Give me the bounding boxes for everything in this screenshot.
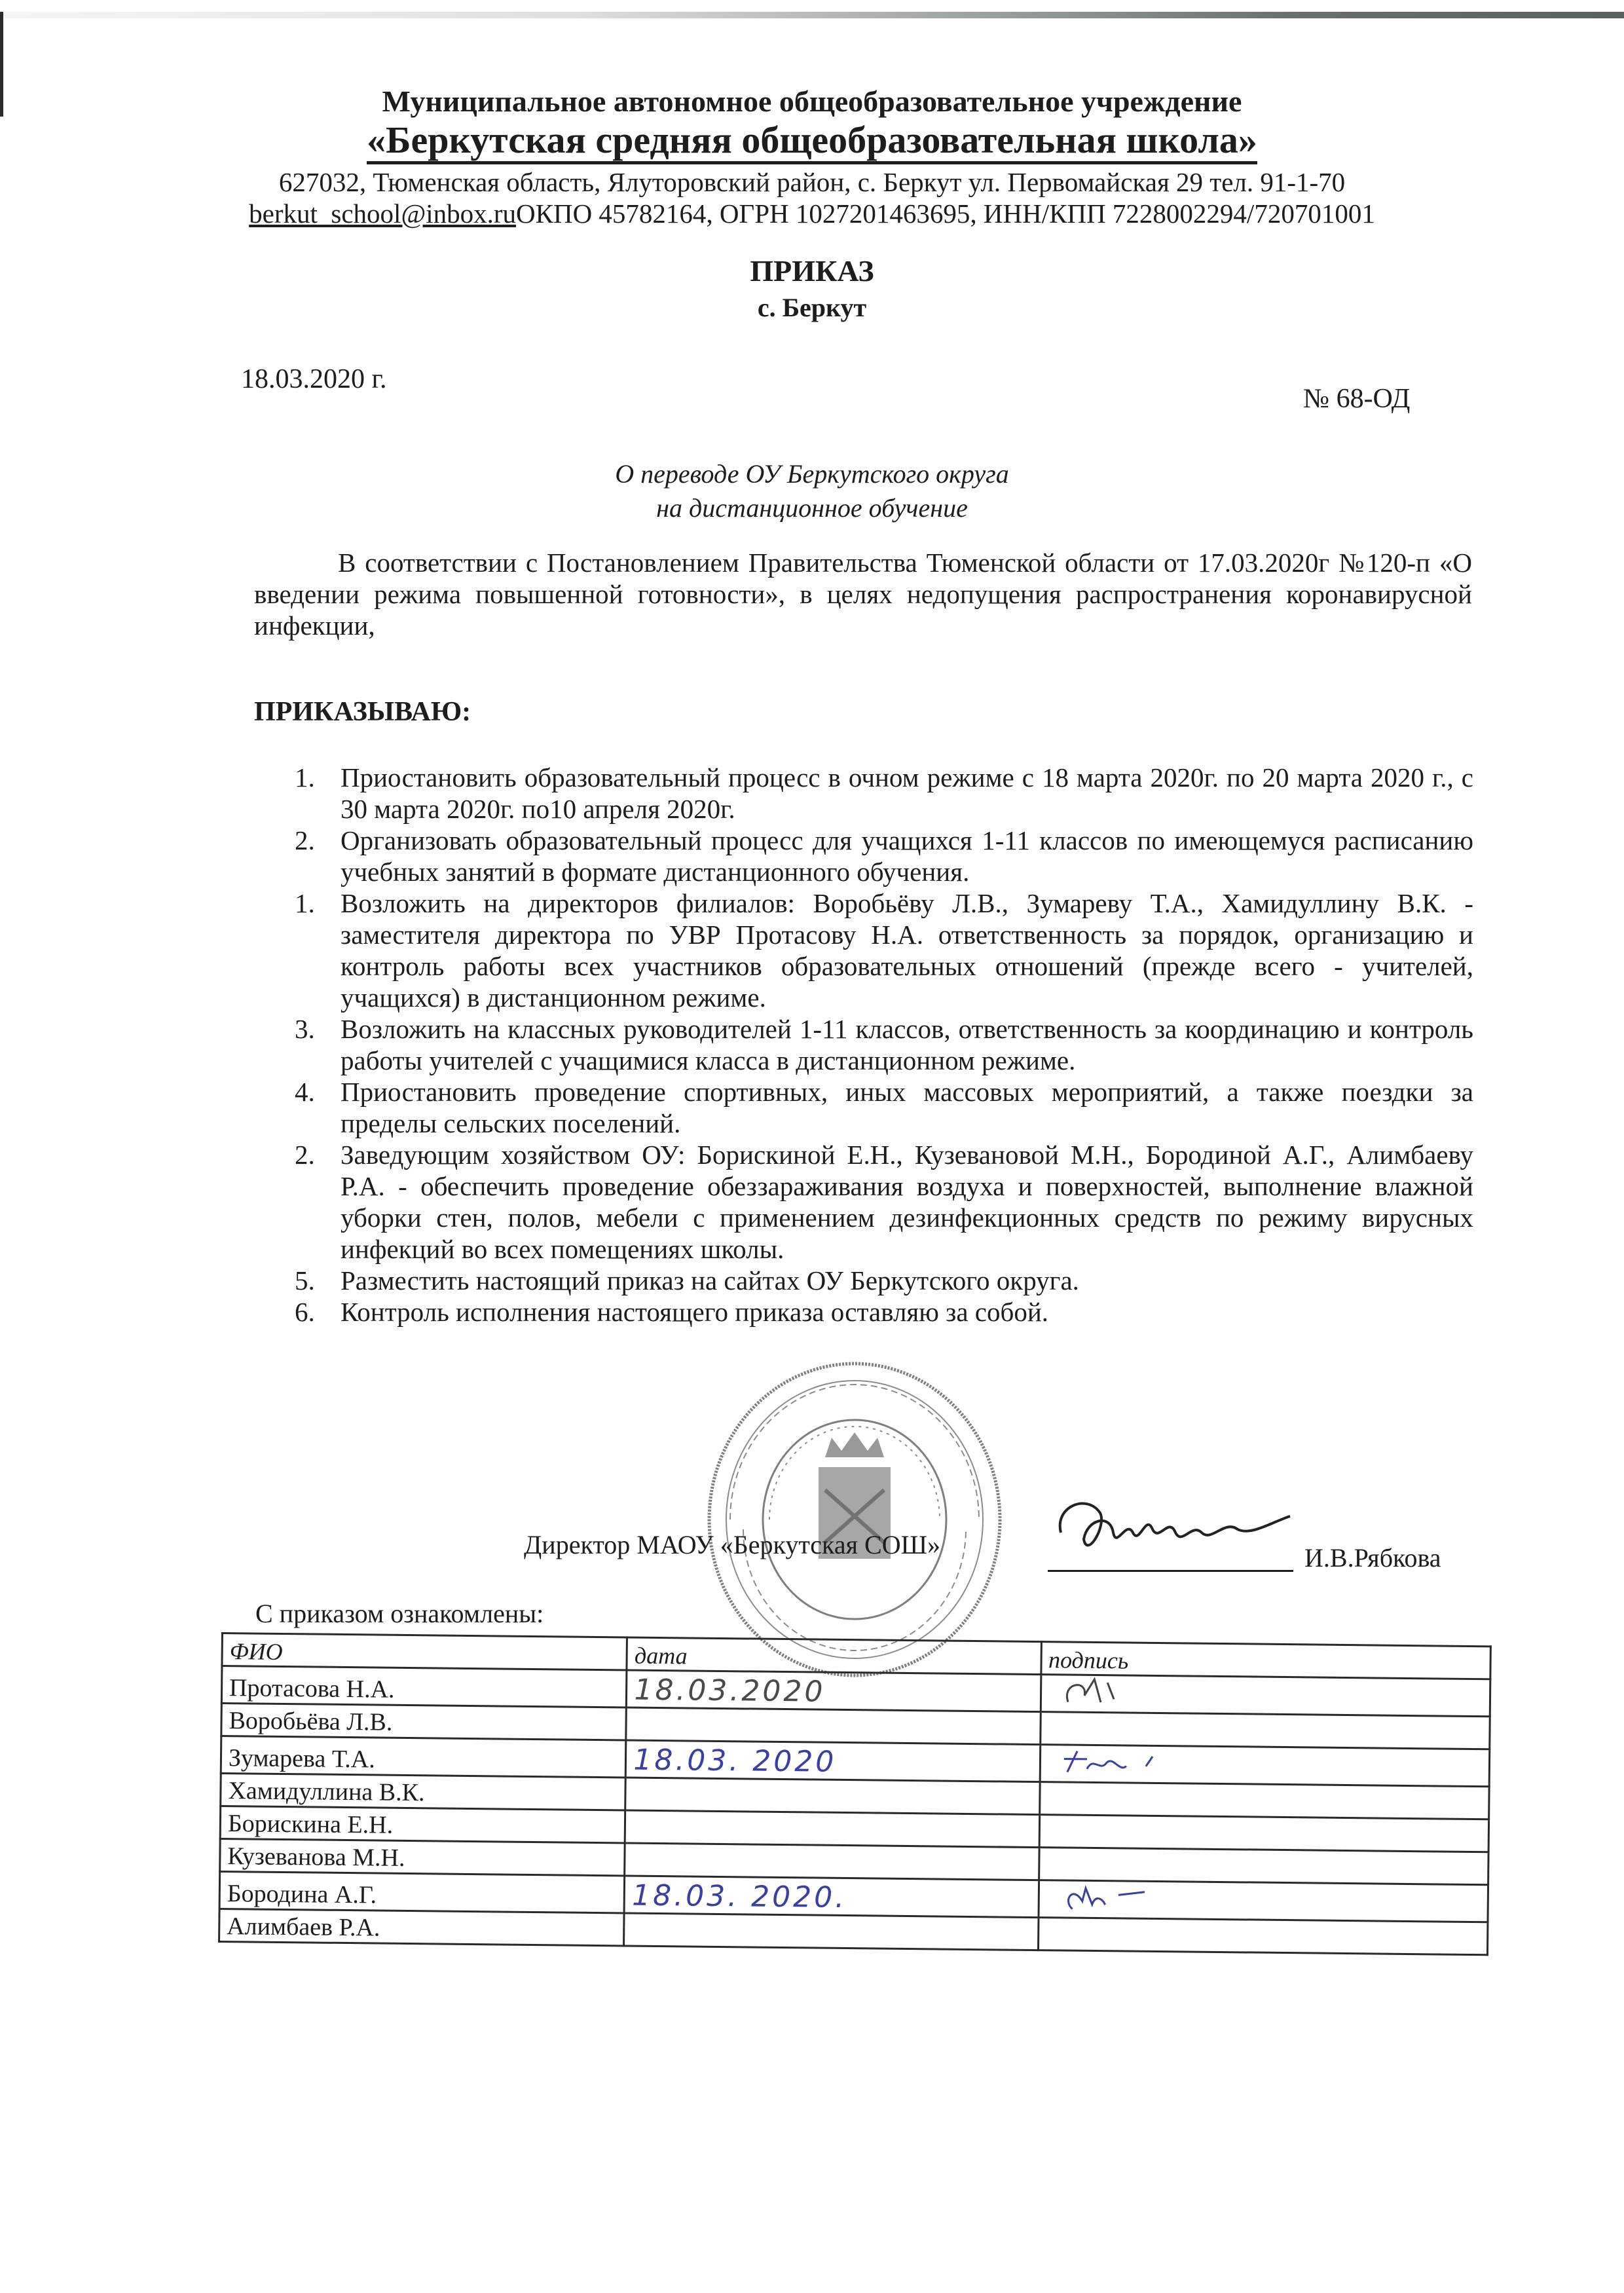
doc-number: № 68-ОД: [1303, 384, 1411, 414]
cell-name: Хамидуллина В.К.: [221, 1774, 626, 1810]
column-header-signature: подпись: [1041, 1642, 1490, 1679]
item-number: 2.: [295, 825, 315, 855]
cell-signature: [1039, 1815, 1489, 1852]
org-type: Муниципальное автономное общеобразовательное учреждение: [382, 84, 1242, 118]
acquaintance-table: [218, 1632, 1492, 1956]
cell-name: Зумарева Т.А.: [221, 1736, 626, 1778]
cell-signature: [1039, 1782, 1489, 1819]
order-item: [295, 1265, 1473, 1296]
cell-name: Борискина Е.Н.: [220, 1806, 625, 1843]
org-name: [0, 118, 1624, 162]
order-item: [295, 1013, 1473, 1076]
email-link[interactable]: berkut_school@inbox.ru: [249, 198, 516, 229]
item-text: Контроль исполнения настоящего приказа оставляю за собой.: [341, 1297, 1049, 1327]
doc-subject-line-1: О переводе ОУ Беркутского округа: [615, 459, 1009, 489]
org-address: 627032, Тюменская область, Ялуторовский район, с. Беркут ул. Первомайская 29 тел. 91-1-70: [278, 167, 1346, 197]
scan-edge: [0, 12, 1624, 18]
signer-name: И.В.Рябкова: [1304, 1543, 1441, 1573]
acquaintance-label: С приказом ознакомлены:: [255, 1599, 544, 1628]
item-number: 1.: [295, 762, 315, 792]
intro-paragraph: В соответствии с Постановлением Правительства Тюменской области от 17.03.2020г №120-п «О введении режима повышенной готовности», в целях недопущения распространения коронавирусной инфекции,: [254, 548, 1472, 641]
cell-signature: [1041, 1675, 1490, 1717]
cell-date: 18.03.2020: [627, 1670, 1041, 1712]
item-number: 6.: [295, 1297, 315, 1327]
cell-name: Протасова Н.А.: [221, 1666, 627, 1707]
cell-date: [625, 1778, 1040, 1815]
doc-date: 18.03.2020 г.: [241, 364, 387, 394]
item-number: 5.: [295, 1265, 315, 1296]
item-number: 4.: [295, 1077, 315, 1107]
order-item: [295, 1076, 1473, 1139]
order-item: [295, 1296, 1473, 1328]
cell-signature: [1040, 1712, 1490, 1749]
signature-line: [1048, 1570, 1293, 1572]
item-number: 3.: [295, 1014, 315, 1044]
item-text: Разместить настоящий приказ на сайтах ОУ Беркутского округа.: [341, 1265, 1079, 1296]
item-text: Приостановить образовательный процесс в очном режиме с 18 марта 2020г. по 20 марта 2020 г., с 30 марта 2020г. по10 апреля 2020г.: [341, 762, 1473, 824]
cell-date: 18.03. 2020: [626, 1740, 1041, 1782]
cell-date: [625, 1843, 1039, 1880]
column-header-name: ФИО: [222, 1633, 627, 1670]
handwritten-initials: [1046, 1881, 1216, 1912]
cell-date: [626, 1707, 1041, 1745]
order-item: [295, 1139, 1473, 1265]
order-item: [295, 762, 1473, 825]
doc-title: ПРИКАЗ: [750, 254, 874, 288]
org-name-text: «Беркутская средняя общеобразовательная школа»: [367, 119, 1257, 164]
cell-date: [624, 1913, 1039, 1950]
cell-date: 18.03. 2020.: [624, 1876, 1039, 1918]
item-text: Возложить на классных руководителей 1-11 классов, ответственность за координацию и контроль работы учителей с учащимися класса в дистанционном режиме.: [341, 1014, 1473, 1075]
item-text: Организовать образовательный процесс для учащихся 1-11 классов по имеющемуся расписанию учебных занятий в формате дистанционного обучения.: [341, 825, 1473, 887]
handwritten-initials: [1047, 1745, 1217, 1776]
cell-name: Кузеванова М.Н.: [220, 1838, 625, 1875]
official-seal-stamp: [704, 1359, 1005, 1680]
order-item: [295, 825, 1473, 887]
signer-position: Директор МАОУ «Беркутская СОШ»: [524, 1530, 940, 1559]
cell-name: Воробьёва Л.В.: [221, 1704, 627, 1740]
cell-name: Алимбаев Р.А.: [219, 1909, 625, 1945]
order-items: [295, 762, 1473, 1328]
doc-subject-line-2: на дистанционное обучение: [656, 493, 968, 523]
order-heading: ПРИКАЗЫВАЮ:: [254, 697, 471, 727]
cell-signature: [1039, 1848, 1488, 1885]
org-requisites: [0, 198, 1624, 229]
item-text: Приостановить проведение спортивных, иных массовых мероприятий, а также поездки за пределы сельских поселений.: [341, 1077, 1473, 1138]
item-text: Возложить на директоров филиалов: Воробьёву Л.В., Зумареву Т.А., Хамидуллину В.К. - заместителя директора по УВР Протасову Н.А. ответственность за порядок, организацию и контроль работы всех участников образовательных отношений (прежде всего - учителей, учащихся) в дистанционном режиме.: [341, 888, 1473, 1013]
cell-signature: [1040, 1745, 1490, 1787]
item-number: 2.: [295, 1140, 315, 1170]
cell-name: Бородина А.Г.: [219, 1871, 625, 1912]
order-item: [295, 887, 1473, 1013]
requisites-text: ОКПО 45782164, ОГРН 1027201463695, ИНН/КПП 7228002294/720701001: [516, 198, 1375, 229]
cell-date: [625, 1810, 1040, 1848]
item-number: 1.: [295, 888, 315, 918]
item-text: Заведующим хозяйством ОУ: Борискиной Е.Н., Кузевановой М.Н., Бородиной А.Г., Алимбаеву Р.А. - обеспечить проведение обеззараживания воздуха и поверхностей, выполнение влажной уборки стен, полов, мебели с применением дезинфекционных средств по режиму вирусных инфекций во всех помещениях школы.: [341, 1140, 1473, 1264]
cell-signature: [1039, 1880, 1488, 1922]
doc-place: с. Беркут: [757, 293, 867, 322]
handwritten-signature: [1048, 1493, 1297, 1572]
cell-signature: [1038, 1918, 1488, 1955]
handwritten-initials: [1048, 1675, 1192, 1706]
column-header-date: дата: [627, 1637, 1041, 1675]
